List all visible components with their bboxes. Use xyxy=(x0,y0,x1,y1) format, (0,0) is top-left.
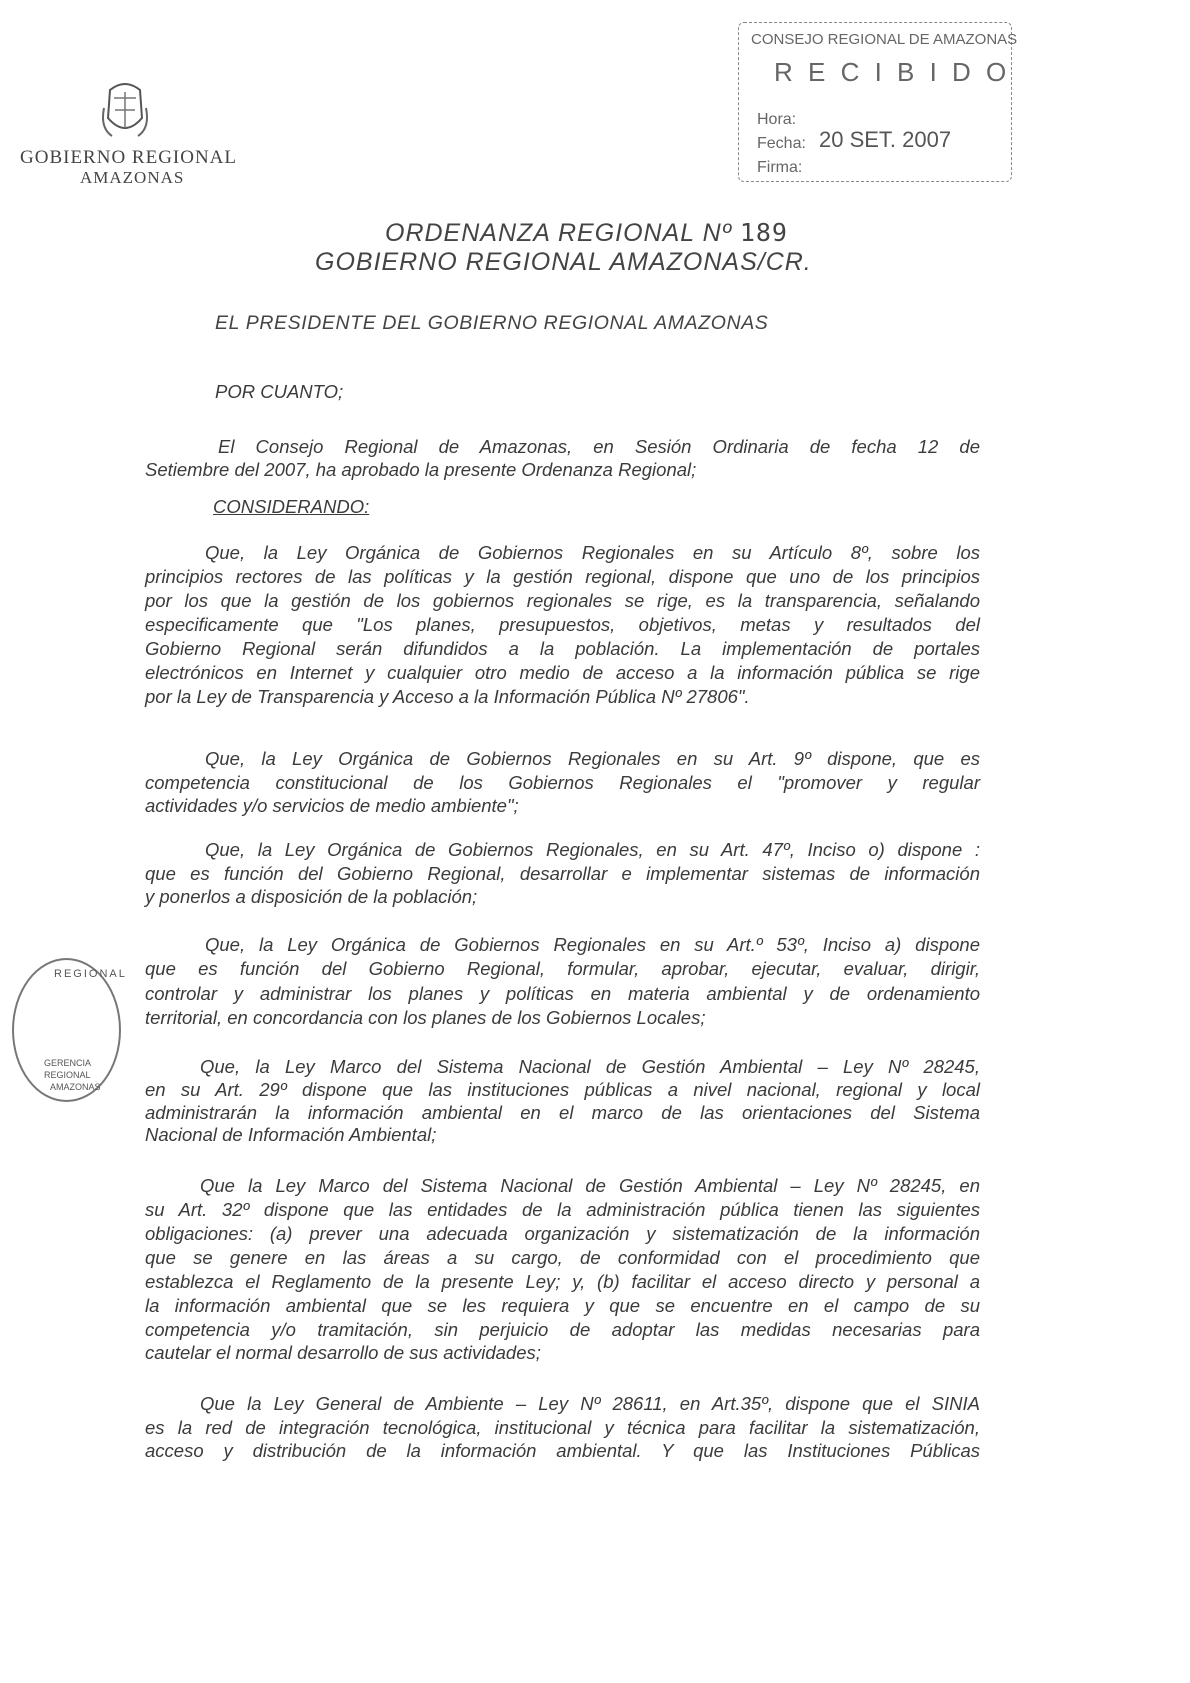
stamp-firma-label: Firma: xyxy=(757,159,803,176)
paragraph-line: en su Art. 29º dispone que las instituciones públicas a nivel nacional, regional y local xyxy=(145,1079,980,1100)
paragraph-line: la información ambiental que se les requiera y que se encuentre en el campo de su xyxy=(145,1295,980,1316)
paragraph-line: cautelar el normal desarrollo de sus actividades; xyxy=(145,1342,541,1363)
paragraph-line: Que, la Ley Orgánica de Gobiernos Regionales en su Artículo 8º, sobre los xyxy=(205,542,980,563)
ordinance-title xyxy=(385,218,788,248)
logo-org-name: GOBIERNO REGIONAL xyxy=(20,147,238,168)
paragraph-line: Setiembre del 2007, ha aprobado la presente Ordenanza Regional; xyxy=(145,459,697,480)
paragraph-line: Que, la Ley Marco del Sistema Nacional de Gestión Ambiental – Ley Nº 28245, xyxy=(200,1056,980,1077)
paragraph-line: territorial, en concordancia con los planes de los Gobiernos Locales; xyxy=(145,1007,706,1028)
stamp-org: CONSEJO REGIONAL DE AMAZONAS xyxy=(751,31,1018,48)
stamp-fecha-label: Fecha: xyxy=(757,135,806,152)
ordinance-number: 189 xyxy=(739,218,788,247)
paragraph-line: Gobierno Regional serán difundidos a la población. La implementación de portales xyxy=(145,638,980,659)
paragraph-line: competencia y/o tramitación, sin perjuicio de adoptar las medidas necesarias para xyxy=(145,1319,980,1340)
paragraph-line: que es función del Gobierno Regional, desarrollar e implementar sistemas de información xyxy=(145,863,980,884)
paragraph-line: es la red de integración tecnológica, institucional y técnica para facilitar la sistematización, xyxy=(145,1417,980,1438)
paragraph-line: electrónicos en Internet y cualquier otro medio de acceso a la información pública se rige xyxy=(145,662,980,683)
ordinance-subtitle: GOBIERNO REGIONAL AMAZONAS/CR. xyxy=(315,248,812,276)
coat-of-arms-logo xyxy=(100,78,150,148)
paragraph-line: acceso y distribución de la información ambiental. Y que las Instituciones Públicas xyxy=(145,1440,980,1461)
seal-text: AMAZONAS xyxy=(50,1082,101,1092)
stamp-hora-label: Hora: xyxy=(757,111,797,128)
paragraph-line: administrarán la información ambiental en el marco de las orientaciones del Sistema xyxy=(145,1102,980,1123)
paragraph-line: su Art. 32º dispone que las entidades de la administración pública tienen las siguientes xyxy=(145,1199,980,1220)
ordinance-title-text: ORDENANZA REGIONAL Nº xyxy=(385,219,732,247)
paragraph-line: por los que la gestión de los gobiernos regionales se rige, es la transparencia, señalando xyxy=(145,590,980,611)
paragraph-line: y ponerlos a disposición de la población; xyxy=(145,886,478,907)
paragraph-line: obligaciones: (a) prever una adecuada organización y sistematización de la información xyxy=(145,1223,980,1244)
paragraph-line: Que, la Ley Orgánica de Gobiernos Regionales en su Art. 9º dispone, que es xyxy=(205,748,980,769)
paragraph-line: Que la Ley Marco del Sistema Nacional de Gestión Ambiental – Ley Nº 28245, en xyxy=(200,1175,980,1196)
paragraph-line: especificamente que "Los planes, presupuestos, objetivos, metas y resultados del xyxy=(145,614,980,635)
stamp-status: R E C I B I D O xyxy=(774,57,1011,87)
paragraph-line: principios rectores de las políticas y la gestión regional, dispone que uno de los principios xyxy=(145,566,980,587)
por-cuanto-heading: POR CUANTO; xyxy=(215,381,344,402)
paragraph-line: Nacional de Información Ambiental; xyxy=(145,1124,437,1145)
paragraph-line: Que la Ley General de Ambiente – Ley Nº 28611, en Art.35º, dispone que el SINIA xyxy=(200,1393,980,1414)
paragraph-line: El Consejo Regional de Amazonas, en Sesión Ordinaria de fecha 12 de xyxy=(218,436,980,457)
seal-text: GERENCIA xyxy=(44,1058,92,1068)
stamp-fecha-value: 20 SET. 2007 xyxy=(819,127,952,152)
paragraph-line: Que, la Ley Orgánica de Gobiernos Regionales en su Art.º 53º, Inciso a) dispone xyxy=(205,934,980,955)
paragraph-line: establezca el Reglamento de la presente Ley; y, (b) facilitar el acceso directo y personal a xyxy=(145,1271,980,1292)
paragraph-line: que es función del Gobierno Regional, formular, aprobar, ejecutar, evaluar, dirigir, xyxy=(145,958,980,979)
paragraph-line: controlar y administrar los planes y políticas en materia ambiental y de ordenamiento xyxy=(145,983,980,1004)
logo-region-name: AMAZONAS xyxy=(80,168,185,187)
paragraph-line: actividades y/o servicios de medio ambiente"; xyxy=(145,795,519,816)
seal-text: REGIONAL xyxy=(44,1070,91,1080)
received-stamp xyxy=(738,22,1018,182)
paragraph-line: Que, la Ley Orgánica de Gobiernos Regionales, en su Art. 47º, Inciso o) dispone : xyxy=(205,839,980,860)
official-seal xyxy=(12,958,127,1102)
president-heading: EL PRESIDENTE DEL GOBIERNO REGIONAL AMAZONAS xyxy=(215,312,769,334)
paragraph-line: por la Ley de Transparencia y Acceso a la Información Pública Nº 27806". xyxy=(145,686,750,707)
considerando-heading: CONSIDERANDO: xyxy=(213,496,370,517)
paragraph-line: que se genere en las áreas a su cargo, de conformidad con el procedimiento que xyxy=(145,1247,980,1268)
seal-text: REGIONAL xyxy=(54,968,127,980)
paragraph-line: competencia constitucional de los Gobiernos Regionales el "promover y regular xyxy=(145,772,980,793)
